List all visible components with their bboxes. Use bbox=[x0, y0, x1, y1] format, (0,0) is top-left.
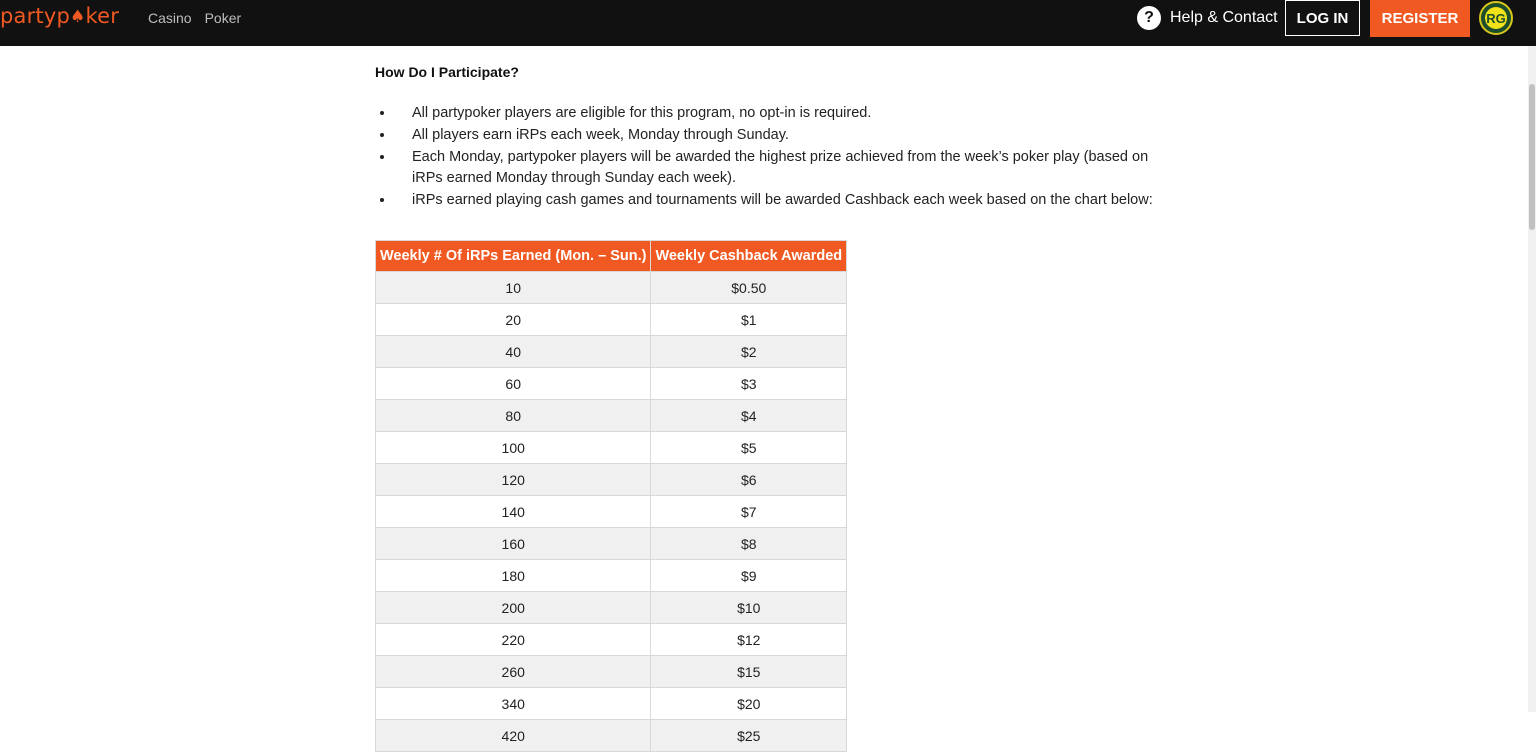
cashback-cell: $3 bbox=[651, 368, 847, 400]
table-row bbox=[376, 368, 847, 400]
scrollbar-thumb[interactable] bbox=[1529, 84, 1535, 230]
list-item: • iRPs earned playing cash games and tournaments will be awarded Cashback each week based on the chart below: bbox=[395, 189, 1155, 211]
irps-cell: 260 bbox=[376, 656, 651, 688]
table-row bbox=[376, 656, 847, 688]
irps-cell: 10 bbox=[376, 272, 651, 304]
column-header-cashback: Weekly Cashback Awarded bbox=[651, 241, 847, 272]
main-nav bbox=[148, 10, 254, 26]
responsible-gaming-badge[interactable] bbox=[1479, 1, 1513, 35]
spade-icon: ♠ bbox=[70, 7, 86, 27]
table-body bbox=[376, 272, 847, 752]
cashback-cell: $15 bbox=[651, 656, 847, 688]
table-header-row bbox=[376, 241, 847, 272]
cashback-cell: $9 bbox=[651, 560, 847, 592]
help-contact-link[interactable] bbox=[1137, 6, 1278, 30]
column-header-irps: Weekly # Of iRPs Earned (Mon. – Sun.) bbox=[376, 241, 651, 272]
irps-cell: 220 bbox=[376, 624, 651, 656]
nav-link-poker[interactable]: Poker bbox=[204, 10, 242, 26]
irps-cell: 80 bbox=[376, 400, 651, 432]
top-navigation-bar bbox=[0, 0, 1536, 46]
list-item: • All partypoker players are eligible for this program, no opt-in is required. bbox=[395, 102, 1155, 124]
rg-badge-text: RG bbox=[1485, 7, 1507, 29]
help-icon: ? bbox=[1137, 6, 1161, 30]
table-row bbox=[376, 528, 847, 560]
register-button[interactable]: REGISTER bbox=[1370, 0, 1470, 37]
cashback-cell: $5 bbox=[651, 432, 847, 464]
irps-cell: 20 bbox=[376, 304, 651, 336]
table-row bbox=[376, 720, 847, 752]
logo-text-party: party bbox=[0, 4, 57, 28]
cashback-cell: $0.50 bbox=[651, 272, 847, 304]
cashback-cell: $12 bbox=[651, 624, 847, 656]
table-row bbox=[376, 592, 847, 624]
table-row bbox=[376, 272, 847, 304]
table-row bbox=[376, 400, 847, 432]
cashback-table bbox=[375, 240, 847, 752]
list-item: • Each Monday, partypoker players will be awarded the highest prize achieved from the week’s poker play (based on iRPs earned Monday through Sunday each week). bbox=[395, 146, 1155, 189]
nav-link-casino[interactable]: Casino bbox=[148, 10, 192, 26]
cashback-cell: $4 bbox=[651, 400, 847, 432]
login-button[interactable]: LOG IN bbox=[1285, 0, 1360, 36]
irps-cell: 120 bbox=[376, 464, 651, 496]
irps-cell: 340 bbox=[376, 688, 651, 720]
irps-cell: 60 bbox=[376, 368, 651, 400]
cashback-cell: $6 bbox=[651, 464, 847, 496]
table-row bbox=[376, 496, 847, 528]
logo-text-ker: ker bbox=[85, 4, 120, 28]
irps-cell: 100 bbox=[376, 432, 651, 464]
table-row bbox=[376, 336, 847, 368]
cashback-cell: $20 bbox=[651, 688, 847, 720]
cashback-cell: $8 bbox=[651, 528, 847, 560]
cashback-cell: $10 bbox=[651, 592, 847, 624]
table-row bbox=[376, 432, 847, 464]
cashback-cell: $25 bbox=[651, 720, 847, 752]
irps-cell: 160 bbox=[376, 528, 651, 560]
cashback-cell: $2 bbox=[651, 336, 847, 368]
cashback-cell: $7 bbox=[651, 496, 847, 528]
table-row bbox=[376, 304, 847, 336]
table-row bbox=[376, 688, 847, 720]
table-row bbox=[376, 560, 847, 592]
partypoker-logo[interactable] bbox=[0, 4, 119, 28]
list-item: • All players earn iRPs each week, Monday through Sunday. bbox=[395, 124, 1155, 146]
irps-cell: 40 bbox=[376, 336, 651, 368]
irps-cell: 140 bbox=[376, 496, 651, 528]
table-row bbox=[376, 624, 847, 656]
irps-cell: 420 bbox=[376, 720, 651, 752]
participation-list bbox=[375, 102, 1155, 211]
table-row bbox=[376, 464, 847, 496]
irps-cell: 180 bbox=[376, 560, 651, 592]
logo-text-p: p bbox=[56, 4, 71, 28]
irps-cell: 200 bbox=[376, 592, 651, 624]
cashback-cell: $1 bbox=[651, 304, 847, 336]
help-contact-label: Help & Contact bbox=[1170, 9, 1278, 26]
section-heading: How Do I Participate? bbox=[375, 64, 519, 80]
